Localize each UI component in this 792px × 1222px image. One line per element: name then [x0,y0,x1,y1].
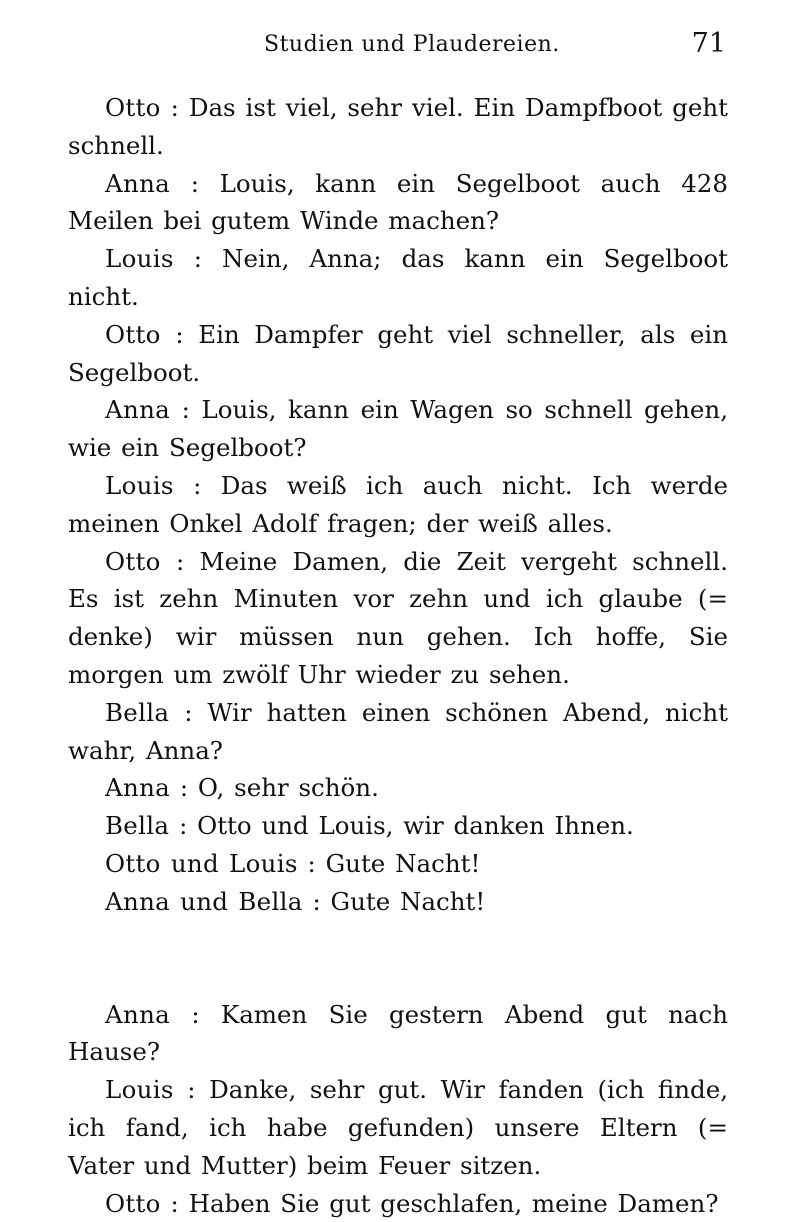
speaker-separator: : [173,1075,210,1105]
dialogue-speech: Louis, kann ein Segelboot auch 428 Meilen bei gutem Winde machen? [68,168,728,236]
dialogue-speech: Louis, kann ein Wagen so schnell gehen, wie ein Segelboot? [68,395,728,463]
speaker-name: Louis [105,470,174,500]
speaker-name: Louis [105,244,174,274]
speaker-separator: : [170,395,202,425]
speaker-separator: : [170,168,220,198]
dialogue-speech: Meine Damen, die Zeit vergeht schnell. Es ist zehn Minuten vor zehn und ich glaube (= denke) wir müssen nun gehen. Ich hoffe, Sie morgen um zwölf Uhr wieder zu sehen. [68,546,728,689]
speaker-name: Bella [105,697,170,727]
page-number: 71 [691,28,726,59]
speaker-name: Anna [105,773,171,803]
speaker-separator: : [170,773,198,803]
dialogue-speech: Gute Nacht! [330,886,486,916]
dialogue-line [68,807,728,845]
dialogue-line [68,240,728,316]
dialogue-line [68,391,728,467]
running-title: Studien und Plaudereien. [264,32,560,57]
speaker-separator: : [297,848,326,878]
dialogue-speech: Danke, sehr gut. Wir fanden (ich finde, ich fand, ich habe gefunden) unsere Eltern (= Vater und Mutter) beim Feuer sitzen. [68,1075,728,1180]
speaker-name: Otto [105,93,161,122]
speaker-name: Otto [105,546,161,576]
dialogue-line [68,769,728,807]
dialogue-line [68,1185,728,1222]
dialogue-line [68,1071,728,1184]
speaker-name: Louis [105,1075,174,1105]
dialogue-line [68,467,728,543]
dialogue-line [68,845,728,883]
speaker-separator: : [169,697,208,727]
speaker-name: Anna [105,168,171,198]
speaker-name: Anna [105,395,171,425]
speaker-name: Otto und Louis [105,848,298,878]
speaker-name: Anna und Bella [105,886,303,916]
dialogue-speech: Haben Sie gut geschlafen, meine Damen? [188,1188,719,1218]
section-gap [68,921,728,996]
speaker-separator: : [173,244,223,274]
speaker-separator: : [302,886,331,916]
dialogue-speech: Wir hatten einen schönen Abend, nicht wahr, Anna? [68,697,728,765]
speaker-separator: : [160,93,189,122]
dialogue-line [68,165,728,241]
speaker-separator: : [169,811,198,841]
dialogue-speech: Nein, Anna; das kann ein Segelboot nicht. [68,244,728,311]
speaker-separator: : [160,319,199,349]
dialogue-line [68,996,728,1072]
dialogue-speech: Otto und Louis, wir danken Ihnen. [197,811,634,841]
dialogue-line [68,694,728,770]
speaker-name: Bella [105,811,170,841]
dialogue-speech: Gute Nacht! [325,848,481,878]
speaker-separator: : [173,470,221,500]
speaker-separator: : [160,1188,189,1218]
dialogue-text [68,89,728,1222]
speaker-separator: : [160,546,200,576]
dialogue-line [68,89,728,165]
dialogue-line [68,883,728,921]
speaker-name: Otto [105,319,161,349]
dialogue-speech: Das ist viel, sehr viel. Ein Dampfboot geht schnell. [68,93,728,160]
dialogue-line [68,316,728,392]
dialogue-speech: Das weiß ich auch nicht. Ich werde meinen Onkel Adolf fragen; der weiß alles. [68,470,728,538]
speaker-name: Otto [105,1188,161,1218]
dialogue-speech: Kamen Sie gestern Abend gut nach Hause? [68,999,728,1067]
dialogue-speech: O, sehr schön. [197,773,379,803]
running-head [68,28,728,68]
speaker-separator: : [170,999,221,1029]
dialogue-speech: Ein Dampfer geht viel schneller, als ein Segelboot. [68,319,728,387]
speaker-name: Anna [105,999,171,1029]
dialogue-line [68,543,728,694]
